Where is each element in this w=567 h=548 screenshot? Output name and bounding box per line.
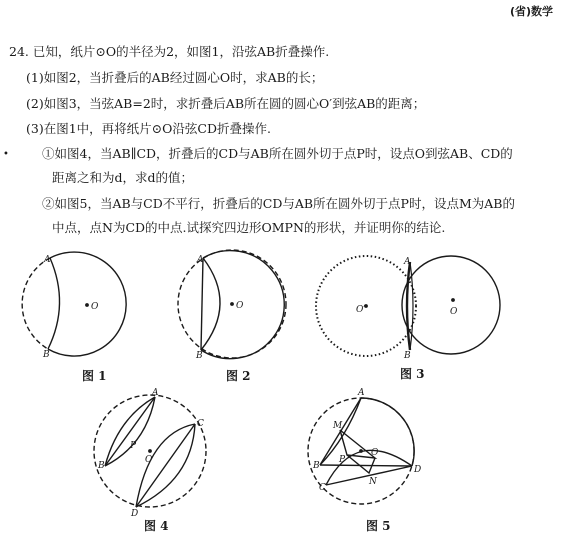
fig5-center-dot <box>360 450 362 452</box>
fig5-label-b: B <box>313 461 320 471</box>
question-3a-line-1: ①如图4，当AB∥CD，折叠后的CD与AB所在圆外切于点P时，设点O到弦AB、CD的 <box>42 146 513 161</box>
fig1-folded-arc <box>48 258 60 349</box>
fig4-label-b: B <box>98 461 105 471</box>
fig5-chord-cd-top <box>320 465 412 466</box>
question-2: (2)如图3，当弦AB=2时，求折叠后AB所在圆的圆心O′到弦AB的距离； <box>26 96 426 111</box>
fig5-quad-ompn <box>340 430 375 458</box>
margin-dot: • <box>3 149 9 160</box>
fig4-label-a: A <box>152 388 159 398</box>
fig4-label-o: O <box>145 455 153 465</box>
fig1-center-dot <box>86 304 88 306</box>
fig5-outer-arc-top <box>361 398 414 466</box>
fig5-label-m: M <box>333 421 343 431</box>
fig1-label-b: B <box>43 350 50 360</box>
figure-2 <box>178 250 286 359</box>
fig5-label-d: D <box>414 465 422 475</box>
fig1-caption: 图 1 <box>82 369 107 383</box>
fig5-caption: 图 5 <box>366 519 391 533</box>
fig3-label-o-prime: O′ <box>356 305 366 315</box>
fig2-label-a: A <box>197 255 204 265</box>
figure-4 <box>94 395 206 507</box>
fig5-label-p: P <box>339 455 346 465</box>
fig3-arc-ab <box>407 262 410 350</box>
question-3: (3)在图1中，再将纸片⊙O沿弦CD折叠操作. <box>26 121 271 136</box>
fig3-caption: 图 3 <box>400 367 425 381</box>
fig2-label-o: O <box>236 301 244 311</box>
question-3a-line-2: 距离之和为d，求d的值； <box>52 170 194 185</box>
fig4-label-p: P <box>130 441 137 451</box>
fig4-center-dot <box>149 450 151 452</box>
fig2-center-dot <box>231 303 233 305</box>
fig1-label-o: O <box>91 302 99 312</box>
fig2-label-b: B <box>196 351 203 361</box>
fig3-label-a: A <box>404 257 411 267</box>
fig4-caption: 图 4 <box>144 519 169 533</box>
question-3b-line-1: ②如图5，当AB与CD不平行，折叠后的CD与AB所在圆外切于点P时，设点M为AB的 <box>42 196 515 211</box>
fig4-label-d: D <box>131 509 139 519</box>
fig2-chord-ab <box>201 258 203 350</box>
fig1-label-a: A <box>44 255 51 265</box>
problem-intro: 24. 已知，纸片⊙O的半径为2，如图1，沿弦AB折叠操作. <box>9 44 330 59</box>
subject-header: (省)数学 <box>509 5 553 18</box>
fig5-label-a: A <box>358 388 365 398</box>
fig5-label-o: O <box>371 448 379 458</box>
fig2-folded-arc <box>201 258 220 350</box>
fig2-caption: 图 2 <box>226 369 251 383</box>
fig5-label-n: N <box>369 477 377 487</box>
fig5-label-c: C <box>319 483 326 493</box>
fig3-center-o <box>452 299 454 301</box>
fig1-circle-dashed <box>22 258 50 349</box>
question-1: (1)如图2，当折叠后的AB经过圆心O时，求AB的长； <box>26 70 324 85</box>
fig3-label-b: B <box>404 351 411 361</box>
fig4-label-c: C <box>197 419 204 429</box>
fig3-label-o: O <box>450 307 458 317</box>
figure-3 <box>316 256 500 356</box>
figure-1 <box>22 252 126 356</box>
question-3b-line-2: 中点，点N为CD的中点.试探究四边形OMPN的形状，并证明你的结论. <box>52 220 446 235</box>
